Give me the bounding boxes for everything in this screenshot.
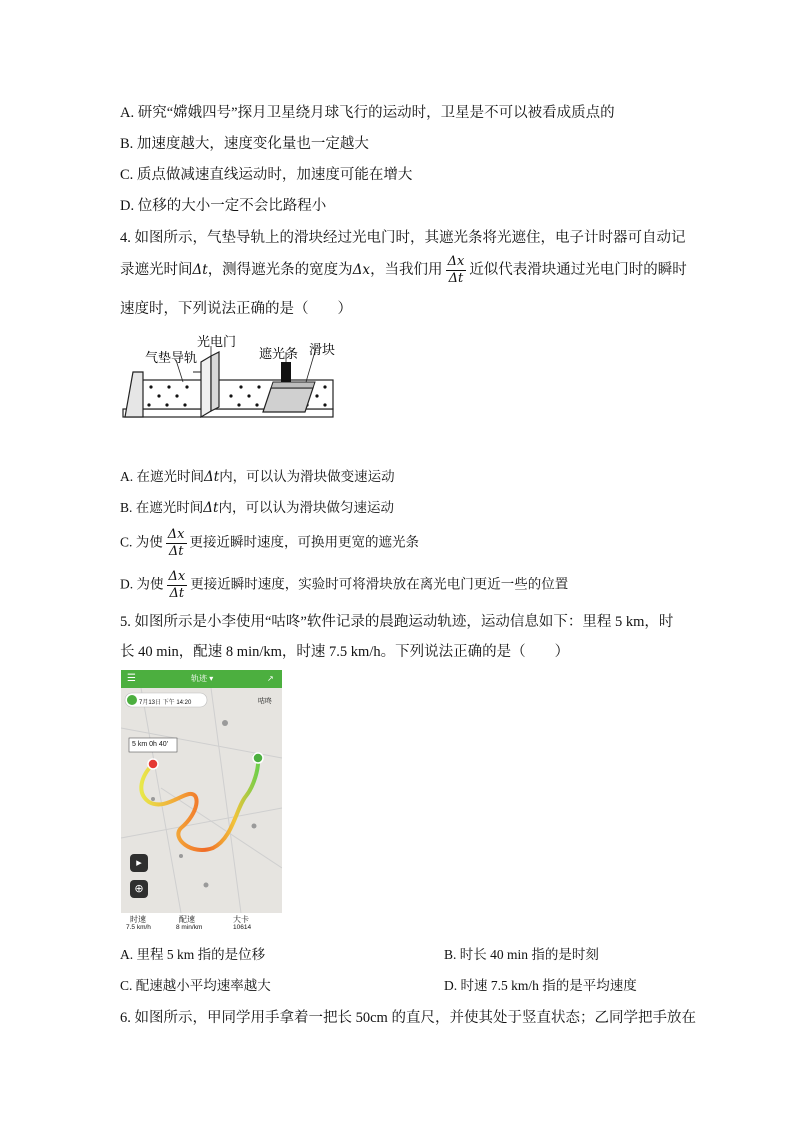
label-slider: 滑块 — [309, 342, 336, 357]
zoom-button[interactable]: ⊕ — [130, 880, 148, 898]
q4-option-c: C. 为使 $\frac{\Delta x}{\Delta t}$ 更接近瞬时速度，可换用更宽的遮光条 — [120, 527, 419, 559]
stat-calorie-value: 10614 — [233, 924, 252, 931]
q4-stem-line1: 4. 如图所示，气垫导轨上的滑块经过光电门时，其遮光条将光遮住，电子计时器可自动记 — [120, 230, 686, 246]
delta-x-symbol: Δx — [352, 261, 371, 278]
dx-over-dt-fraction: $\frac{\Delta x}{\Delta t}$ — [167, 527, 185, 559]
stat-pace-label: 配速 — [179, 915, 195, 924]
q4-option-a: A. 在遮光时间Δt内，可以认为滑块做变速运动 — [120, 469, 395, 485]
q3-option-d: D. 位移的大小一定不会比路程小 — [120, 198, 327, 214]
label-shading-strip: 遮光条 — [259, 346, 299, 361]
q3-option-b: B. 加速度越大，速度变化量也一定越大 — [120, 136, 369, 152]
q3-option-a: A. 研究“嫦娥四号”探月卫星绕月球飞行的运动时，卫星是不可以被看成质点的 — [120, 105, 615, 121]
dx-over-dt-fraction: $\frac{\Delta x}{\Delta t}$ — [447, 254, 465, 286]
q5-option-a: A. 里程 5 km 指的是位移 — [120, 947, 266, 962]
label-air-track: 气垫导轨 — [145, 350, 198, 365]
q4-option-b: B. 在遮光时间Δt内，可以认为滑块做匀速运动 — [120, 500, 394, 516]
q4-option-d: D. 为使 $\frac{\Delta x}{\Delta t}$ 更接近瞬时速度，实验时可将滑块放在离光电门更近一些的位置 — [120, 569, 569, 601]
running-app-screenshot — [121, 670, 282, 935]
label-photogate: 光电门 — [197, 334, 237, 349]
stat-speed-label: 时速 — [130, 915, 146, 924]
date-bar-text: 7月13日 下午 14:20 — [139, 700, 192, 706]
distance-tag: 5 km 0h 40' — [132, 741, 168, 748]
brand-label: 咕咚 — [258, 698, 272, 705]
share-icon: ↗ — [267, 674, 274, 683]
stat-speed-value: 7.5 km/h — [126, 924, 151, 931]
menu-icon: ☰ — [127, 673, 136, 684]
stat-pace-value: 8 min/km — [176, 924, 203, 931]
q4-stem-line2: 录遮光时间Δt，测得遮光条的宽度为Δx，当我们用 $\frac{\Delta x}{\Delta t}$ 近似代表滑块通过光电门时的瞬时 — [120, 254, 687, 286]
q4-stem-line3: 速度时，下列说法正确的是（ ） — [120, 301, 352, 317]
replay-button[interactable]: ▸ — [130, 854, 148, 872]
route-map — [121, 688, 282, 913]
q6-stem-line1: 6. 如图所示，甲同学用手拿着一把长 50cm 的直尺，并使其处于竖直状态；乙同学把手放在 — [120, 1010, 696, 1026]
dx-over-dt-fraction: $\frac{\Delta x}{\Delta t}$ — [168, 569, 186, 601]
q5-stem-line2: 长 40 min，配速 8 min/km，时速 7.5 km/h。下列说法正确的是（ ） — [120, 644, 570, 660]
q5-option-c: C. 配速越小平均速率越大 — [120, 978, 271, 993]
delta-t-symbol: Δt — [192, 261, 208, 278]
app-title-bar — [121, 670, 282, 688]
q5-option-d: D. 时速 7.5 km/h 指的是平均速度 — [444, 978, 637, 993]
q3-option-c: C. 质点做减速直线运动时，加速度可能在增大 — [120, 167, 413, 183]
stats-bar — [121, 913, 282, 935]
app-title: 轨迹 ▾ — [191, 674, 214, 683]
stat-calorie-label: 大卡 — [233, 915, 249, 924]
q5-option-b: B. 时长 40 min 指的是时刻 — [444, 947, 599, 962]
q5-stem-line1: 5. 如图所示是小李使用“咕咚”软件记录的晨跑运动轨迹，运动信息如下：里程 5 km，时 — [120, 614, 674, 630]
air-track-figure — [121, 332, 336, 424]
